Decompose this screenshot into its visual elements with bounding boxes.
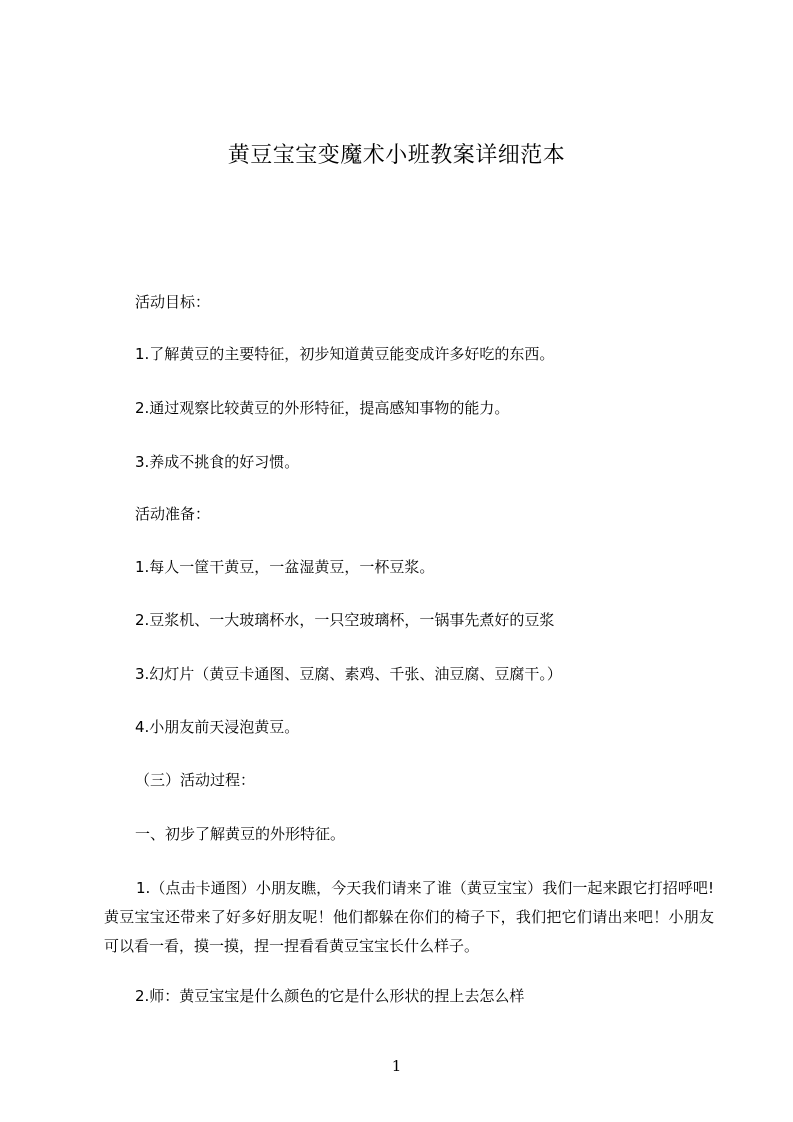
prep-item-2: 2.豆浆机、一大玻璃杯水，一只空玻璃杯，一锅事先煮好的豆浆 — [135, 611, 555, 629]
goals-heading: 活动目标： — [135, 293, 211, 311]
page-number: 1 — [391, 1057, 402, 1075]
prep-item-3: 3.幻灯片（黄豆卡通图、豆腐、素鸡、千张、油豆腐、豆腐干。） — [135, 665, 562, 683]
document-title: 黄豆宝宝变魔术小班教案详细范本 — [227, 143, 566, 168]
process-heading: （三）活动过程： — [135, 771, 256, 789]
section-1-heading: 一、初步了解黄豆的外形特征。 — [135, 825, 346, 843]
goal-item-3: 3.养成不挑食的好习惯。 — [135, 453, 300, 471]
prep-heading: 活动准备： — [135, 505, 211, 523]
prep-item-1: 1.每人一筐干黄豆，一盆湿黄豆，一杯豆浆。 — [135, 558, 435, 576]
prep-item-4: 4.小朋友前天浸泡黄豆。 — [135, 718, 300, 736]
goal-item-2: 2.通过观察比较黄豆的外形特征，提高感知事物的能力。 — [135, 399, 510, 417]
step-2-paragraph: 2.师：黄豆宝宝是什么颜色的它是什么形状的捏上去怎么样 — [135, 987, 525, 1005]
goal-item-1: 1.了解黄豆的主要特征，初步知道黄豆能变成许多好吃的东西。 — [135, 345, 555, 363]
step-1-paragraph: 1.（点击卡通图）小朋友瞧，今天我们请来了谁（黄豆宝宝）我们一起来跟它打招呼吧!黄豆宝宝还带来了好多好朋友呢！他们都躲在你们的椅子下，我们把它们请出来吧！小朋友可以看一看，摸一摸，捏一捏看看黄豆宝宝长什么样子。 — [104, 879, 714, 955]
